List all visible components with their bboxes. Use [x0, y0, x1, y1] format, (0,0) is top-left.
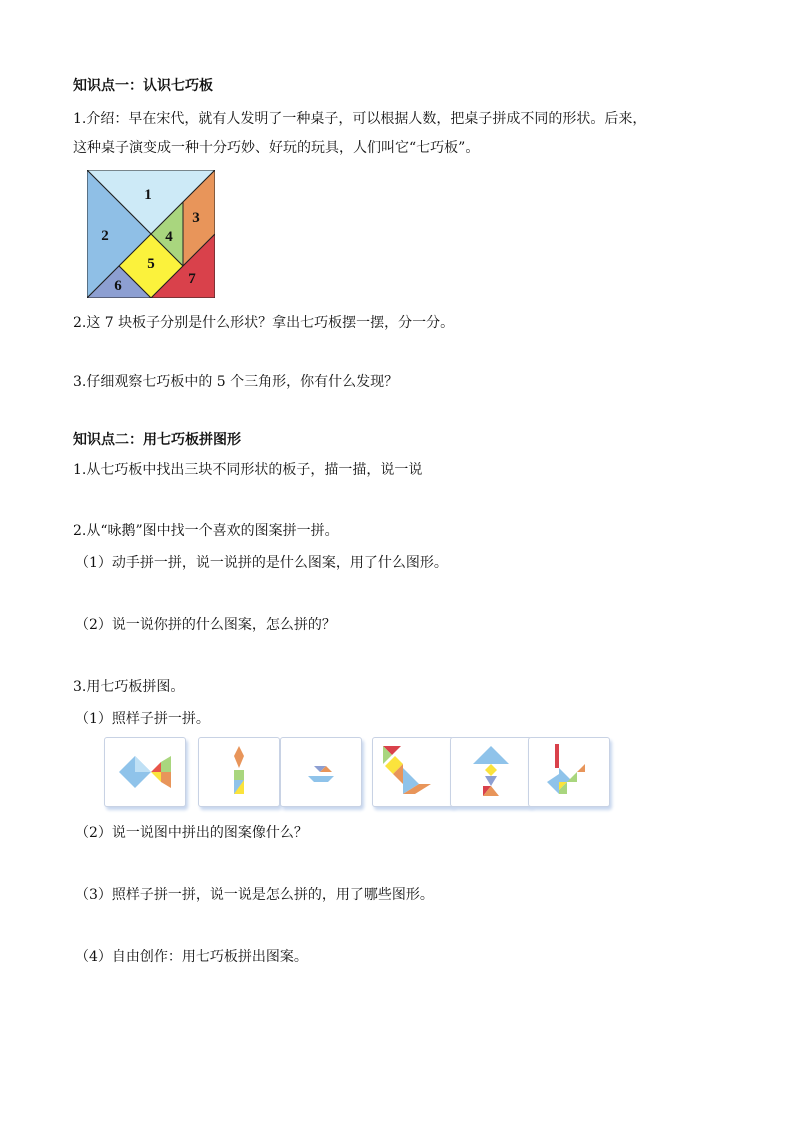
section2-question-2: 2.从“咏鹅”图中找一个喜欢的图案拼一拼。: [73, 523, 339, 539]
example-card-bird: [372, 737, 454, 807]
example-card-candle: [198, 737, 280, 807]
section1-question-3: 3.仔细观察七巧板中的 5 个三角形，你有什么发现？: [73, 374, 399, 390]
tangram-label-3: 3: [192, 210, 200, 226]
section2-question-2-2: （2）说一说你拼的什么图案，怎么拼的？: [75, 617, 336, 633]
example-card-boat: [280, 737, 362, 807]
swan-figure: [529, 738, 609, 806]
tangram-label-7: 7: [188, 271, 196, 287]
tangram-example-cards: [104, 737, 604, 815]
example-card-swan: [528, 737, 610, 807]
section2-question-3-3: （3）照样子拼一拼，说一说是怎么拼的，用了哪些图形。: [75, 887, 434, 903]
tangram-diagram: [87, 170, 215, 298]
example-card-tower: [450, 737, 532, 807]
section1-question-2: 2.这 7 块板子分别是什么形状？拿出七巧板摆一摆，分一分。: [73, 315, 455, 331]
section1-heading: 知识点一：认识七巧板: [73, 78, 213, 94]
tangram-label-1: 1: [144, 187, 152, 203]
bird-figure: [373, 738, 453, 806]
tangram-label-4: 4: [165, 229, 173, 245]
fish-figure: [105, 738, 185, 806]
intro-line-2: 这种桌子演变成一种十分巧妙、好玩的玩具，人们叫它“七巧板”。: [73, 140, 480, 156]
tangram-label-5: 5: [147, 256, 155, 272]
intro-line-1: 1.介绍：早在宋代，就有人发明了一种桌子，可以根据人数，把桌子拼成不同的形状。后来，: [73, 111, 647, 127]
section2-question-2-1: （1）动手拼一拼，说一说拼的是什么图案，用了什么图形。: [75, 555, 448, 571]
section2-question-3-2: （2）说一说图中拼出的图案像什么？: [75, 825, 308, 841]
tangram-label-2: 2: [101, 228, 109, 244]
section2-question-1: 1.从七巧板中找出三块不同形状的板子，描一描，说一说: [73, 462, 423, 478]
section2-question-3-4: （4）自由创作：用七巧板拼出图案。: [75, 949, 308, 965]
example-card-fish: [104, 737, 186, 807]
tangram-label-6: 6: [114, 278, 122, 294]
boat-figure: [281, 738, 361, 806]
section2-heading: 知识点二：用七巧板拼图形: [73, 432, 241, 448]
section2-question-3-1: （1）照样子拼一拼。: [75, 711, 210, 727]
section2-question-3: 3.用七巧板拼图。: [73, 679, 185, 695]
candle-figure: [199, 738, 279, 806]
tower-figure: [451, 738, 531, 806]
